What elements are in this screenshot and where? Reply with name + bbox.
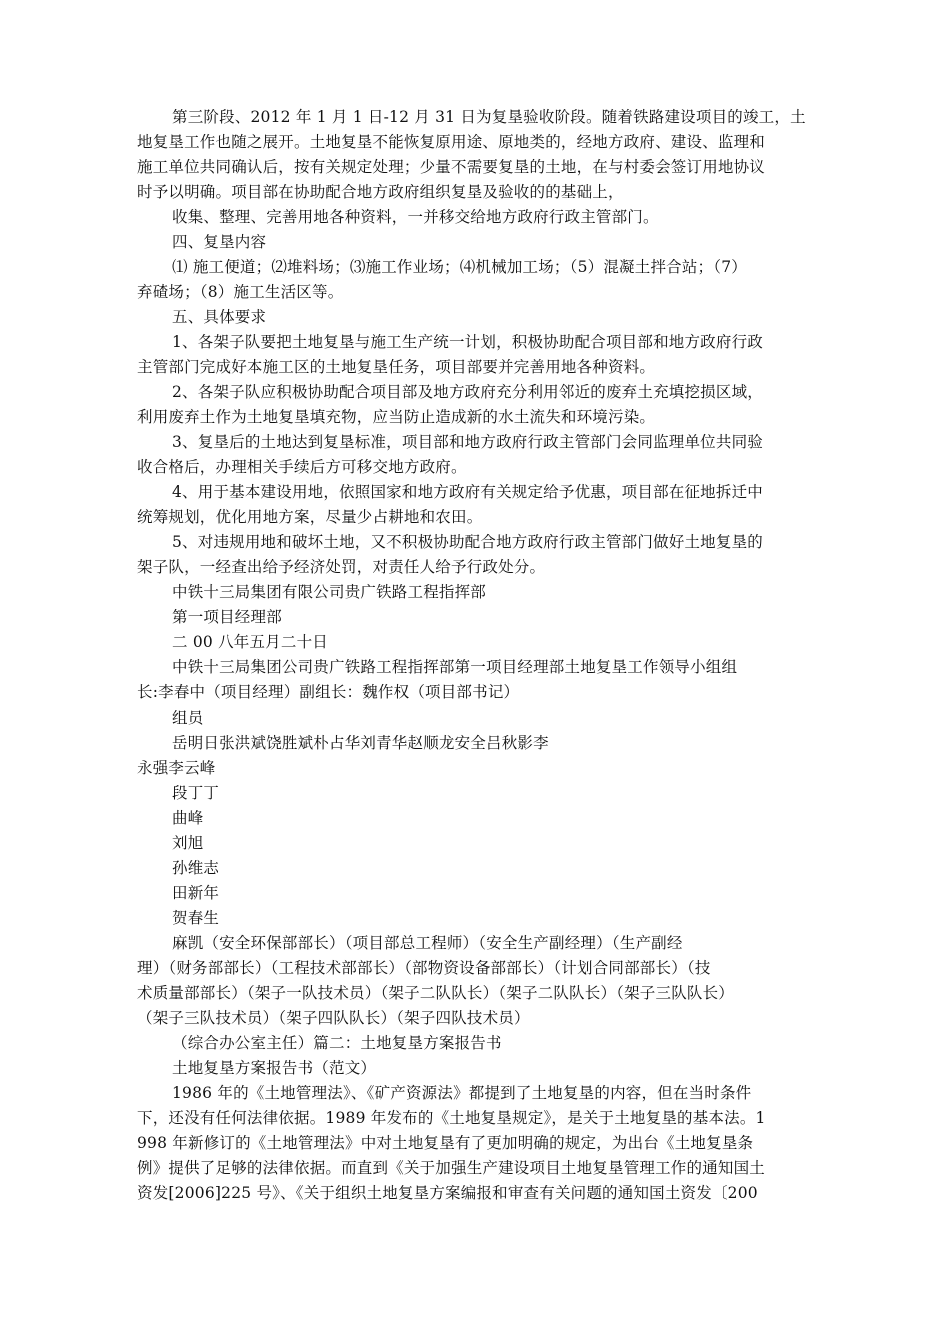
text-line: 时予以明确。项目部在协助配合地方政府组织复垦及验收的的基础上， (137, 183, 624, 201)
member-line: 永强李云峰 (137, 759, 216, 777)
text-line: 3、复垦后的土地达到复垦标准，项目部和地方政府行政主管部门会同监理单位共同验 (172, 433, 763, 451)
member-line: 岳明日张洪斌饶胜斌朴占华刘青华赵顺龙安全吕秋影李 (172, 734, 549, 752)
text-line: 统筹规划，优化用地方案，尽量少占耕地和农田。 (137, 508, 483, 526)
text-line: 利用废弃土作为土地复垦填充物，应当防止造成新的水土流失和环境污染。 (137, 408, 656, 426)
text-line: 组员 (172, 709, 204, 727)
text-line: 弃碴场；（8）施工生活区等。 (137, 283, 344, 301)
member-line: 孙维志 (172, 859, 220, 877)
text-line: 998 年新修订的《土地管理法》中对土地复垦有了更加明确的规定，为出台《土地复垦条 (137, 1134, 754, 1152)
member-line: 田新年 (172, 884, 220, 902)
signature-org: 中铁十三局集团有限公司贵广铁路工程指挥部 (172, 583, 487, 601)
text-line: 地复垦工作也随之展开。土地复垦不能恢复原用途、原地类的，经地方政府、建设、监理和 (137, 133, 766, 151)
text-line: 麻凯（安全环保部部长）（项目部总工程师）（安全生产副经理）（生产副经 (172, 934, 683, 952)
member-line: 曲峰 (172, 809, 204, 827)
text-line: 5、对违规用地和破坏土地，又不积极协助配合地方政府行政主管部门做好土地复垦的 (172, 533, 763, 551)
text-line: （综合办公室主任）篇二：土地复垦方案报告书 (172, 1034, 502, 1052)
member-line: 段丁丁 (172, 784, 220, 802)
signature-date: 二 00 八年五月二十日 (172, 633, 328, 651)
signature-dept: 第一项目经理部 (172, 608, 282, 626)
member-line: 刘旭 (172, 834, 204, 852)
section-heading: 五、具体要求 (172, 308, 267, 326)
text-line: 主管部门完成好本施工区的土地复垦任务，项目部要并完善用地各种资料。 (137, 358, 656, 376)
text-line: 例》提供了足够的法律依据。而直到《关于加强生产建设项目土地复垦管理工作的通知国土 (137, 1159, 766, 1177)
text-line: 收集、整理、完善用地各种资料，一并移交给地方政府行政主管部门。 (172, 208, 659, 226)
text-line: 1986 年的《土地管理法》、《矿产资源法》都提到了土地复垦的内容，但在当时条件 (172, 1084, 752, 1102)
text-line: 第三阶段、2012 年 1 月 1 日-12 月 31 日为复垦验收阶段。随着铁路建设项目的竣工，土 (172, 108, 806, 126)
text-line: 资发[2006]225 号》、《关于组织土地复垦方案编报和审查有关问题的通知国土资发〔200 (137, 1184, 758, 1202)
text-line: 长:李春中（项目经理）副组长：魏作权（项目部书记） (137, 683, 520, 701)
text-line: 理）（财务部部长）（工程技术部部长）（部物资设备部部长）（计划合同部部长）（技 (137, 959, 711, 977)
text-line: ⑴ 施工便道；⑵堆料场；⑶施工作业场；⑷机械加工场；（5）混凝土拌合站；（7） (172, 258, 747, 276)
section-heading: 四、复垦内容 (172, 233, 267, 251)
text-line: 2、各架子队应积极协助配合项目部及地方政府充分利用邻近的废弃土充填挖损区域， (172, 383, 763, 401)
text-line: 1、各架子队要把土地复垦与施工生产统一计划，积极协助配合项目部和地方政府行政 (172, 333, 763, 351)
text-line: 架子队，一经查出给予经济处罚，对责任人给予行政处分。 (137, 558, 546, 576)
text-line: 收合格后，办理相关手续后方可移交地方政府。 (137, 458, 467, 476)
text-line: 施工单位共同确认后，按有关规定处理；少量不需要复垦的土地，在与村委会签订用地协议 (137, 158, 766, 176)
text-line: 术质量部部长）（架子一队技术员）（架子二队队长）（架子二队队长）（架子三队队长） (137, 984, 735, 1002)
text-line: 下，还没有任何法律依据。1989 年发布的《土地复垦规定》，是关于土地复垦的基本法。1 (137, 1109, 766, 1127)
member-line: 贺春生 (172, 909, 220, 927)
text-line: 中铁十三局集团公司贵广铁路工程指挥部第一项目经理部土地复垦工作领导小组组 (172, 658, 738, 676)
text-line: 4、用于基本建设用地，依照国家和地方政府有关规定给予优惠，项目部在征地拆迁中 (172, 483, 763, 501)
section-heading: 土地复垦方案报告书（范文） (172, 1059, 377, 1077)
text-line: （架子三队技术员）（架子四队队长）（架子四队技术员） (137, 1009, 530, 1027)
